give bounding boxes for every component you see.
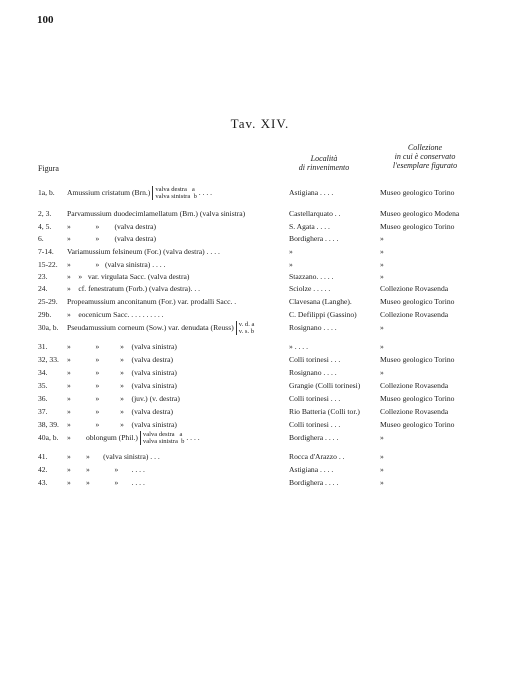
figure-number: 40a, b.: [38, 433, 59, 442]
table-row: [0, 232, 520, 245]
figure-number: 2, 3.: [38, 209, 52, 218]
species-description: [67, 340, 177, 353]
figure-number: 35.: [38, 381, 48, 390]
locality: Colli torinesi . . .: [289, 394, 341, 403]
figure-number: 6.: [38, 234, 44, 243]
table-row: [0, 405, 520, 418]
header-collezione-line-3: l'esemplare figurato: [392, 161, 458, 170]
table-row: [0, 418, 520, 431]
valve-brace: [236, 321, 255, 335]
table-row: [0, 476, 520, 489]
locality: Astigiana . . . .: [289, 188, 334, 197]
species-description: [67, 392, 180, 405]
species-name: » » (valva destra): [67, 222, 156, 231]
table-row: [0, 308, 520, 321]
table-row: [0, 186, 520, 199]
figure-number: 15-22.: [38, 260, 58, 269]
table-row: [0, 366, 520, 379]
table-row: [0, 450, 520, 463]
table-row: [0, 353, 520, 366]
figure-number: 7-14.: [38, 247, 54, 256]
valve-brace: [140, 431, 185, 445]
species-description: [67, 431, 200, 445]
species-description: [67, 476, 145, 489]
locality: Colli torinesi . . .: [289, 355, 341, 364]
species-name: » » » (valva sinistra): [67, 342, 177, 351]
figure-number: 31.: [38, 342, 48, 351]
species-description: [67, 366, 177, 379]
species-description: [67, 405, 173, 418]
collection: »: [380, 234, 384, 243]
species-name: » » (valva destra): [67, 234, 156, 243]
figure-number: 25-29.: [38, 297, 58, 306]
locality: Bordighera . . . .: [289, 433, 339, 442]
table-row: [0, 282, 520, 295]
collection: Museo geologico Modena: [380, 209, 460, 218]
collection: Museo geologico Torino: [380, 420, 455, 429]
figure-number: 32, 33.: [38, 355, 59, 364]
valve-brace-line: v. s. b: [238, 328, 255, 336]
figure-number: 30a, b.: [38, 323, 59, 332]
locality: Rocca d'Arazzo . .: [289, 452, 345, 461]
figure-number: 41.: [38, 452, 48, 461]
header-collezione: [380, 143, 470, 170]
table-row: [0, 321, 520, 334]
locality: Castellarquato . .: [289, 209, 341, 218]
species-description: [67, 282, 200, 295]
species-name: » » » (valva sinistra): [67, 381, 177, 390]
locality: Rio Batteria (Colli tor.): [289, 407, 360, 416]
header-localita: [289, 154, 359, 172]
collection: »: [380, 272, 384, 281]
header-localita-line-2: di rinvenimento: [298, 163, 350, 172]
species-description: [67, 321, 254, 335]
locality: » . . . .: [289, 342, 308, 351]
species-name: » » » (valva destra): [67, 407, 174, 416]
table-row: [0, 340, 520, 353]
locality: Clavesana (Langhe).: [289, 297, 352, 306]
leader-dots: . . . .: [184, 433, 200, 442]
locality: Stazzano. . . . .: [289, 272, 334, 281]
locality: Grangie (Colli torinesi): [289, 381, 361, 390]
collection: »: [380, 260, 384, 269]
figure-number: 4, 5.: [38, 222, 52, 231]
species-description: [67, 463, 145, 476]
species-description: [67, 207, 245, 220]
collection: »: [380, 247, 384, 256]
locality: Rosignano . . . .: [289, 323, 337, 332]
header-collezione-line-1: Collezione: [407, 143, 443, 152]
species-name: » » » . . . .: [67, 465, 145, 474]
collection: Museo geologico Torino: [380, 297, 455, 306]
plate-title: Tav. XIV.: [230, 116, 290, 131]
locality: S. Agata . . . .: [289, 222, 330, 231]
figure-number: 29b.: [38, 310, 52, 319]
collection: »: [380, 342, 384, 351]
collection: Museo geologico Torino: [380, 355, 455, 364]
species-description: [67, 450, 160, 463]
collection: »: [380, 368, 384, 377]
valve-brace-line: valva sinistra b: [155, 193, 197, 201]
header-localita-line-1: Località: [310, 154, 338, 163]
species-name: » » » (valva sinistra): [67, 420, 177, 429]
species-description: [67, 245, 220, 258]
locality: Astigiana . . . .: [289, 465, 334, 474]
collection: »: [380, 323, 384, 332]
species-name: » » » (valva sinistra): [67, 368, 177, 377]
header-figura: Figura: [38, 164, 59, 173]
locality: Colli torinesi . . .: [289, 420, 341, 429]
table-row: [0, 379, 520, 392]
species-name: Propeamussium anconitanum (For.) var. prodalli Sacc. .: [67, 297, 237, 306]
species-description: [67, 353, 173, 366]
species-name: » eocenicum Sacc. . . . . . . . . .: [67, 310, 164, 319]
page-number: 100: [37, 14, 54, 26]
collection: Museo geologico Torino: [380, 394, 455, 403]
species-name: » oblongum (Phil.): [67, 433, 138, 442]
figure-number: 38, 39.: [38, 420, 59, 429]
table-row: [0, 463, 520, 476]
figure-number: 24.: [38, 284, 48, 293]
species-name: » » » (juv.) (v. destra): [67, 394, 180, 403]
locality: Bordighera . . . .: [289, 478, 339, 487]
header-collezione-line-2: in cui è conservato: [394, 152, 456, 161]
species-name: » » (valva sinistra) . . .: [67, 452, 160, 461]
species-name: Variamussium felsineum (For.) (valva destra) . . . .: [67, 247, 220, 256]
valve-brace-line: valva destra a: [142, 431, 183, 439]
table-row: [0, 392, 520, 405]
collection: Collezione Rovasenda: [380, 284, 449, 293]
valve-brace-line: valva destra a: [155, 186, 195, 194]
figure-number: 43.: [38, 478, 48, 487]
valve-brace-line: valva sinistra b: [142, 438, 185, 446]
species-name: » cf. fenestratum (Forb.) (valva destra). . .: [67, 284, 201, 293]
collection: Collezione Rovasenda: [380, 407, 449, 416]
locality: Bordighera . . . .: [289, 234, 339, 243]
table-row: [0, 207, 520, 220]
collection: »: [380, 433, 384, 442]
table-row: [0, 431, 520, 444]
valve-brace: [152, 186, 197, 200]
collection: »: [380, 478, 384, 487]
locality: Rosignano . . . .: [289, 368, 337, 377]
species-name: Amussium cristatum (Brn.): [67, 188, 151, 197]
table-row: [0, 245, 520, 258]
species-name: Pseudamussium corneum (Sow.) var. denudata (Reuss): [67, 323, 234, 332]
locality: »: [289, 247, 293, 256]
collection: »: [380, 465, 384, 474]
species-name: » » » . . . .: [67, 478, 145, 487]
locality: Sciolze . . . . .: [289, 284, 331, 293]
species-description: [67, 418, 177, 431]
species-description: [67, 295, 236, 308]
valve-brace-line: v. d. a: [238, 321, 255, 329]
species-description: [67, 308, 164, 321]
leader-dots: . . . .: [196, 188, 213, 197]
species-name: » » var. virgulata Sacc. (valva destra): [67, 272, 190, 281]
figure-number: 37.: [38, 407, 48, 416]
collection: Collezione Rovasenda: [380, 381, 449, 390]
species-name: Parvamussium duodecimlamellatum (Brn.) (valva sinistra): [67, 209, 246, 218]
collection: Museo geologico Torino: [380, 222, 455, 231]
species-name: » » (valva sinistra) . . . .: [67, 260, 166, 269]
collection: »: [380, 452, 384, 461]
locality: C. Defilippi (Gassino): [289, 310, 357, 319]
locality: »: [289, 260, 293, 269]
species-description: [67, 379, 177, 392]
species-description: [67, 232, 156, 245]
collection: Collezione Rovasenda: [380, 310, 449, 319]
figure-number: 36.: [38, 394, 48, 403]
figure-number: 42.: [38, 465, 48, 474]
species-description: [67, 186, 212, 200]
figure-number: 1a, b.: [38, 188, 55, 197]
figure-number: 34.: [38, 368, 48, 377]
figure-number: 23.: [38, 272, 48, 281]
species-name: » » » (valva destra): [67, 355, 174, 364]
table-row: [0, 295, 520, 308]
collection: Museo geologico Torino: [380, 188, 455, 197]
